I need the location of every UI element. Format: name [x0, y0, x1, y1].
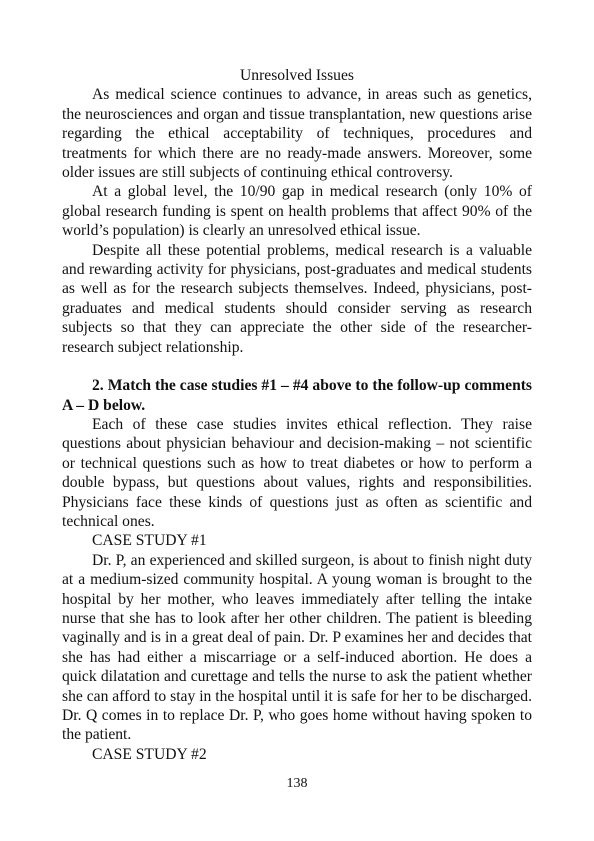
paragraph-research-value: Despite all these potential problems, medical research is a valuable and rewarding activity for physicians, post-graduates and medical students as well as for the research subjects themselves. Indeed, physicians, post-graduates and medical students should consider serving as research subjects so that they can appreciate the other side of the researcher-research subject relationship.: [62, 241, 532, 356]
page-body: [62, 66, 532, 764]
task-heading: 2. Match the case studies #1 – #4 above to the follow-up comments A – D below.: [62, 377, 532, 414]
case-study-2-label: CASE STUDY #2: [92, 745, 207, 763]
page-number: 138: [286, 776, 308, 791]
task-intro: Each of these case studies invites ethical reflection. They raise questions about physician behaviour and decision-making – not scientific or technical questions such as how to treat diabetes or how to perform a double bypass, but questions about values, rights and responsibilities. Physicians face these kinds of questions just as often as scientific and technical ones.: [62, 415, 532, 530]
case-study-1-text: Dr. P, an experienced and skilled surgeon, is about to finish night duty at a medium-sized community hospital. A young woman is brought to the hospital by her mother, who leaves immediately after telling the intake nurse that she has to look after her other children. The patient is bleeding vaginally and is in a great deal of pain. Dr. P examines her and decides that she has had either a miscarriage or a self-induced abortion. He does a quick dilatation and curettage and tells the nurse to ask the patient whether she can afford to stay in the hospital until it is safe for her to be discharged. Dr. Q comes in to replace Dr. P, who goes home without having spoken to the patient.: [62, 551, 532, 744]
case-study-1-label: CASE STUDY #1: [92, 532, 207, 550]
section-title: Unresolved Issues: [240, 67, 354, 84]
paragraph-10-90-gap: At a global level, the 10/90 gap in medical research (only 10% of global research funding is spent on health problems that affect 90% of the world’s population) is clearly an unresolved ethical issue.: [62, 183, 532, 240]
spacer: [62, 357, 532, 376]
paragraph-research-advances: As medical science continues to advance, in areas such as genetics, the neurosciences and organ and tissue transplantation, new questions arise regarding the ethical acceptability of techniques, procedures and treatments for which there are no ready-made answers. Moreover, some older issues are still subjects of continuing ethical controversy.: [62, 86, 532, 182]
